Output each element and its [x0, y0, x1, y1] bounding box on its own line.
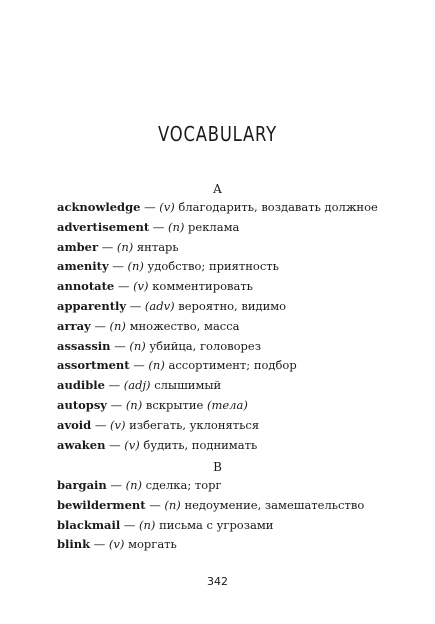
entry-term: amber [57, 239, 99, 254]
vocabulary-entry [57, 396, 387, 416]
entry-term: acknowledge [57, 200, 141, 214]
entry-dash: — [117, 279, 130, 294]
entry-definition: убийца, головорез [149, 338, 261, 353]
entry-note: (тела) [206, 397, 248, 412]
vocabulary-entry [57, 416, 387, 436]
entry-part-of-speech: (n) [125, 397, 143, 412]
entry-dash: — [133, 358, 145, 373]
entry-term: apparently [57, 298, 127, 313]
vocabulary-entry [57, 218, 387, 238]
entry-term: autopsy [57, 397, 107, 412]
entry-dash: — [149, 497, 161, 512]
vocabulary-entry [57, 356, 387, 376]
entry-part-of-speech: (v) [108, 537, 125, 552]
entry-term: awaken [57, 437, 106, 452]
section-a [57, 181, 387, 455]
entry-dash: — [108, 378, 121, 393]
entry-definition: комментировать [152, 279, 253, 294]
entry-dash: — [152, 219, 165, 234]
entry-term: amenity [57, 259, 109, 274]
entry-definition: множество, масса [129, 318, 240, 333]
entry-dash: — [110, 478, 122, 492]
entry-definition: ассортимент; подбор [168, 358, 297, 373]
vocabulary-entry [57, 496, 387, 516]
entry-dash: — [112, 259, 124, 274]
entry-part-of-speech: (v) [159, 200, 175, 214]
entry-part-of-speech: (v) [110, 417, 126, 432]
entry-part-of-speech: (adv) [144, 298, 175, 313]
entry-term: assassin [57, 338, 111, 353]
vocabulary-entry [57, 317, 387, 337]
entry-part-of-speech: (n) [127, 259, 144, 274]
entry-part-of-speech: (n) [164, 497, 181, 512]
vocabulary-entry [57, 476, 387, 496]
section-b [57, 459, 387, 555]
entry-dash: — [129, 298, 142, 313]
entry-definition: слышимый [154, 378, 222, 393]
vocabulary-entry [57, 535, 387, 555]
entry-dash: — [109, 437, 121, 452]
entry-term: blackmail [57, 517, 121, 532]
entry-definition: реклама [188, 219, 240, 234]
entry-dash: — [110, 397, 123, 412]
vocabulary-entry [57, 238, 387, 258]
entry-dash: — [94, 318, 106, 333]
vocabulary-entry [57, 198, 387, 218]
entry-dash: — [114, 338, 126, 353]
entry-definition: моргать [128, 537, 177, 552]
vocabulary-entry [57, 376, 387, 396]
entry-part-of-speech: (n) [116, 239, 134, 254]
section-letter: B [213, 460, 222, 474]
entry-definition: благодарить, воздавать должное [178, 200, 378, 214]
entry-term: blink [57, 537, 91, 552]
entry-part-of-speech: (n) [139, 517, 156, 532]
entry-part-of-speech: (n) [129, 338, 146, 353]
entry-part-of-speech: (n) [109, 318, 126, 333]
entry-definition: вскрытие [145, 397, 204, 412]
entry-definition: избегать, уклоняться [129, 417, 260, 432]
entry-term: audible [57, 378, 105, 393]
entry-dash: — [123, 517, 136, 532]
entry-term: assortment [57, 358, 130, 373]
entry-dash: — [144, 200, 156, 214]
entry-definition: письма с угрозами [159, 517, 274, 532]
entry-part-of-speech: (n) [148, 358, 165, 373]
entry-list [57, 476, 387, 555]
section-letter: A [213, 182, 222, 196]
entry-term: bargain [57, 478, 107, 492]
vocabulary-entry [57, 337, 387, 357]
entry-definition: удобство; приятность [147, 259, 279, 274]
page-number: 342 [207, 575, 228, 588]
entry-dash: — [93, 537, 106, 552]
vocabulary-entry [57, 257, 387, 277]
entry-definition: будить, поднимать [143, 437, 258, 452]
entry-part-of-speech: (n) [168, 219, 185, 234]
vocabulary-entry [57, 516, 387, 536]
page-title: VOCABULARY [157, 122, 278, 146]
entry-definition: янтарь [136, 239, 179, 254]
entry-definition: вероятно, видимо [178, 298, 287, 313]
entry-term: array [57, 318, 91, 333]
vocabulary-entry [57, 277, 387, 297]
entry-definition: недоумение, замешательство [184, 497, 365, 512]
entry-term: bewilderment [57, 497, 146, 512]
entry-term: annotate [57, 279, 115, 294]
entry-dash: — [94, 417, 107, 432]
entry-part-of-speech: (adj) [123, 378, 151, 393]
entry-dash: — [101, 239, 114, 254]
vocabulary-entry [57, 436, 387, 456]
entry-part-of-speech: (v) [133, 279, 149, 294]
entry-term: advertisement [57, 219, 150, 234]
entry-part-of-speech: (v) [124, 437, 140, 452]
vocabulary-entry [57, 297, 387, 317]
entry-part-of-speech: (n) [125, 478, 142, 492]
entry-list [57, 198, 387, 455]
entry-definition: сделка; торг [145, 478, 222, 492]
entry-term: avoid [57, 417, 92, 432]
